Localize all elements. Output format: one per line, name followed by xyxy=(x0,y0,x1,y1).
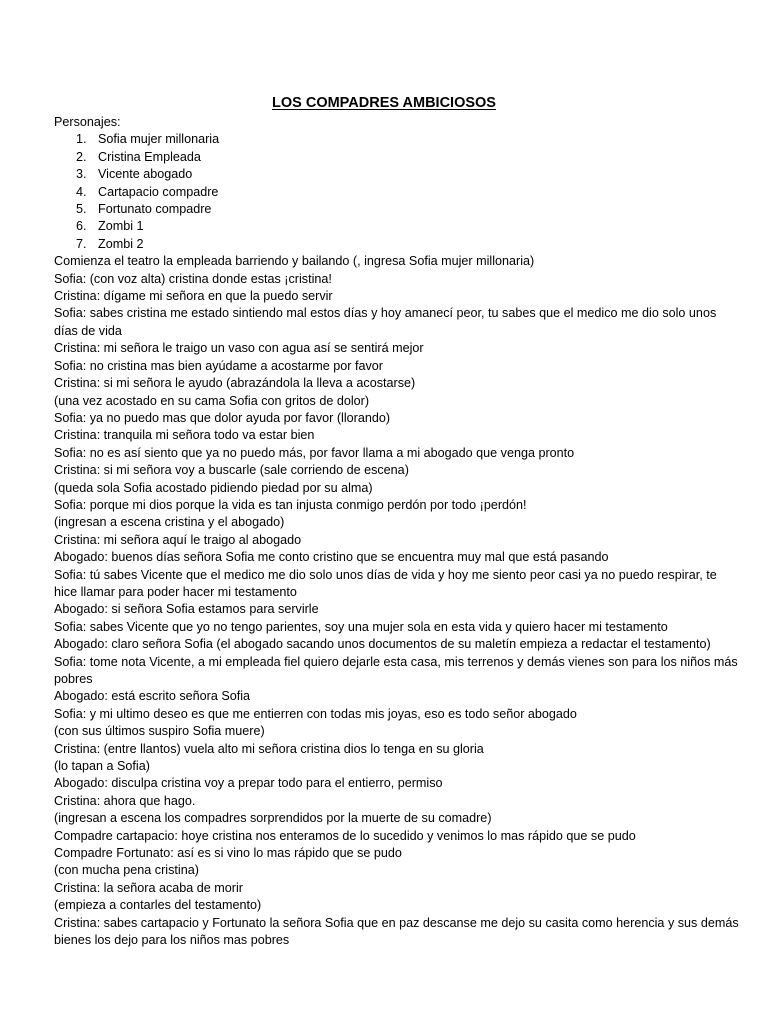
character-number: 6. xyxy=(76,219,87,234)
dialogue-line: Sofia: porque mi dios porque la vida es tan injusta conmigo perdón por todo ¡perdón! xyxy=(54,497,527,512)
dialogue-line: Cristina: la señora acaba de morir xyxy=(54,880,243,895)
character-item xyxy=(54,218,740,235)
character-name: Cartapacio compadre xyxy=(98,184,219,199)
stage-direction: (con mucha pena cristina) xyxy=(54,863,199,878)
dialogue-line: Compadre Fortunato: así es si vino lo mas rápido que se pudo xyxy=(54,846,402,861)
dialogue-line: Cristina: (entre llantos) vuela alto mi señora cristina dios lo tenga en su gloria xyxy=(54,741,484,756)
dialogue-line: Cristina: ahora que hago. xyxy=(54,793,196,808)
document-body xyxy=(54,114,740,950)
stage-direction: (con sus últimos suspiro Sofia muere) xyxy=(54,724,265,739)
character-number: 3. xyxy=(76,167,87,182)
stage-direction: Comienza el teatro la empleada barriendo y bailando (, ingresa Sofia mujer millonaria) xyxy=(54,254,535,269)
dialogue-line: Cristina: mi señora le traigo un vaso con agua así se sentirá mejor xyxy=(54,341,424,356)
stage-direction: (empieza a contarles del testamento) xyxy=(54,898,262,913)
dialogue-line: Cristina: si mi señora le ayudo (abrazándola la lleva a acostarse) xyxy=(54,376,416,391)
character-item xyxy=(54,149,740,166)
character-number: 4. xyxy=(76,184,87,199)
characters-heading: Personajes: xyxy=(54,115,121,129)
stage-direction: (una vez acostado en su cama Sofia con gritos de dolor) xyxy=(54,393,370,408)
dialogue-line: Sofia: y mi ultimo deseo es que me entierren con todas mis joyas, eso es todo señor abogado xyxy=(54,706,577,721)
character-name: Sofia mujer millonaria xyxy=(98,132,220,147)
stage-direction: (lo tapan a Sofia) xyxy=(54,759,150,774)
character-item xyxy=(54,166,740,183)
dialogue-line: Sofia: no cristina mas bien ayúdame a acostarme por favor xyxy=(54,358,383,373)
dialogue-line: Cristina: si mi señora voy a buscarle (sale corriendo de escena) xyxy=(54,463,409,478)
document-title: LOS COMPADRES AMBICIOSOS xyxy=(272,95,496,111)
character-name: Vicente abogado xyxy=(98,167,193,182)
stage-direction: (ingresan a escena cristina y el abogado) xyxy=(54,515,285,530)
dialogue-line: Abogado: si señora Sofia estamos para servirle xyxy=(54,602,319,617)
dialogue-line: Compadre cartapacio: hoye cristina nos enteramos de lo sucedido y venimos lo mas rápido que se pudo xyxy=(54,828,636,843)
stage-direction: (ingresan a escena los compadres sorprendidos por la muerte de su comadre) xyxy=(54,811,492,826)
dialogue-line: Sofia: (con voz alta) cristina donde estas ¡cristina! xyxy=(54,271,332,286)
characters-list xyxy=(54,131,740,253)
dialogue-line: Abogado: está escrito señora Sofia xyxy=(54,689,251,704)
stage-direction: (queda sola Sofia acostado pidiendo piedad por su alma) xyxy=(54,480,373,495)
dialogue-line: Cristina: sabes cartapacio y Fortunato la señora Sofia que en paz descanse me dejo su casita como herencia y sus demás bienes los dejo para los niños mas pobres xyxy=(54,915,739,948)
character-number: 1. xyxy=(76,132,87,147)
dialogue-line: Cristina: dígame mi señora en que la puedo servir xyxy=(54,289,333,304)
character-item xyxy=(54,236,740,253)
dialogue-line: Abogado: buenos días señora Sofia me conto cristino que se encuentra muy mal que está pasando xyxy=(54,550,609,565)
dialogue-line: Sofia: tome nota Vicente, a mi empleada fiel quiero dejarle esta casa, mis terrenos y demás vienes son para los niños más pobres xyxy=(54,654,738,686)
character-number: 7. xyxy=(76,236,87,251)
character-number: 2. xyxy=(76,149,87,164)
dialogue-line: Abogado: claro señora Sofia (el abogado sacando unos documentos de su maletín empieza a redactar el testamento) xyxy=(54,637,711,652)
character-item xyxy=(54,184,740,201)
character-item xyxy=(54,201,740,218)
character-item xyxy=(54,131,740,148)
character-name: Zombi 2 xyxy=(98,236,144,251)
dialogue-line: Abogado: disculpa cristina voy a prepar todo para el entierro, permiso xyxy=(54,776,443,791)
character-name: Cristina Empleada xyxy=(98,149,201,164)
character-name: Fortunato compadre xyxy=(98,202,212,217)
dialogue-line: Sofia: tú sabes Vicente que el medico me dio solo unos días de vida y hoy me siento peor casi ya no puedo respirar, te hice llamar para poder hacer mi testamento xyxy=(54,567,717,599)
dialogue-line: Sofia: sabes cristina me estado sintiendo mal estos días y hoy amanecí peor, tu sabes que el medico me dio solo unos días de vida xyxy=(54,306,717,338)
dialogue-line: Sofia: ya no puedo mas que dolor ayuda por favor (llorando) xyxy=(54,410,391,425)
dialogue-line: Sofia: no es así siento que ya no puedo más, por favor llama a mi abogado que venga pronto xyxy=(54,445,575,460)
dialogue-line: Sofia: sabes Vicente que yo no tengo parientes, soy una mujer sola en esta vida y quiero hacer mi testamento xyxy=(54,619,668,634)
character-name: Zombi 1 xyxy=(98,219,144,234)
dialogue-line: Cristina: tranquila mi señora todo va estar bien xyxy=(54,428,315,443)
character-number: 5. xyxy=(76,202,87,217)
dialogue-line: Cristina: mi señora aquí le traigo al abogado xyxy=(54,532,302,547)
